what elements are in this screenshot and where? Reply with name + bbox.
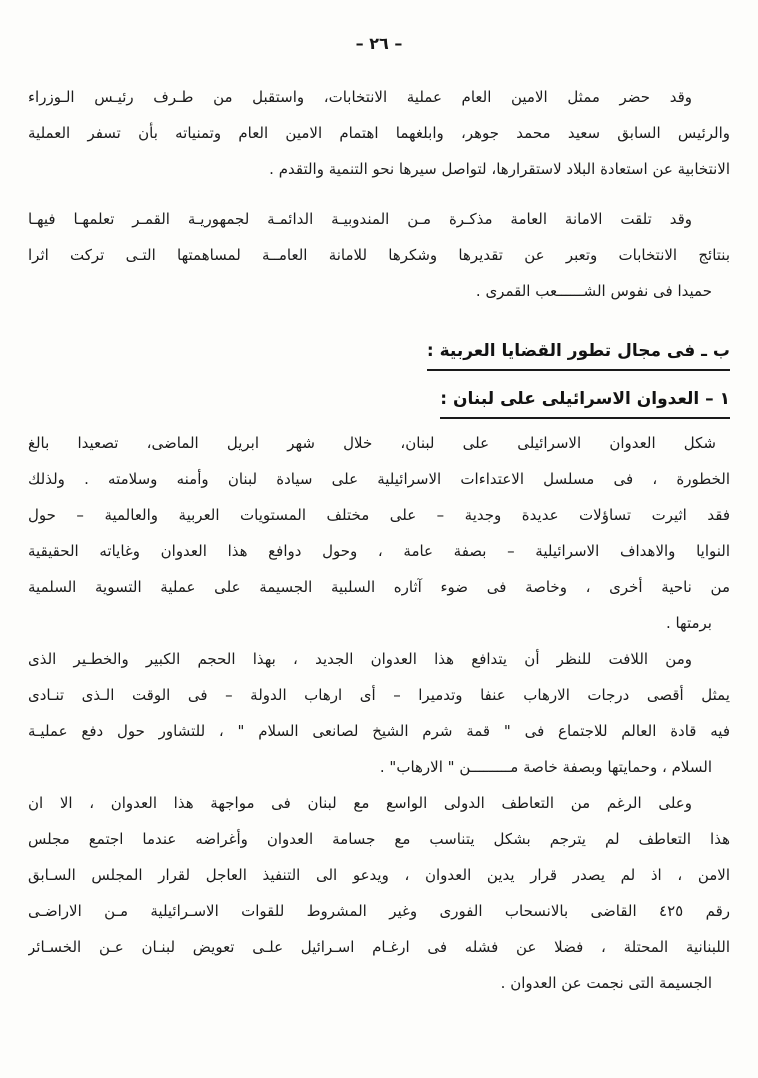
text-line: الخطورة ، فى مسلسل الاعتداءات الاسرائيلية على سيادة لبنان وأمنه وسلامته . ولذلك xyxy=(28,470,730,488)
text-line: ومن اللافت للنظر أن يتدافع هذا العدوان الجديد ، بهذا الحجم الكبير والخطـير الذى xyxy=(28,650,692,668)
text-line: شكل العدوان الاسرائيلى على لبنان، خلال شهر ابريل الماضى، تصعيدا بالغ xyxy=(28,434,716,452)
text-line: اللبنانية المحتلة ، فضلا عن فشله فى ارغـام اسـرائيل علـى تعويض لبنـان عـن الخسـائر xyxy=(28,938,730,956)
section-heading: ب ـ فى مجال تطور القضايا العربية : xyxy=(427,339,730,371)
text-line: الامن ، اذ لم يصدر قرار يدين العدوان ، ويدعو الى التنفيذ العاجل لقرار المجلس السـابق xyxy=(28,866,730,884)
text-line: والرئيس السابق سعيد محمد جوهر، وابلغهما اهتمام الامين العام وتمنياته بأن تسفر العملية xyxy=(28,124,730,142)
text-line: حميدا فى نفوس الشــــــعب القمرى . xyxy=(475,282,712,300)
text-line: فيه قادة العالم للاجتماع فى " قمة شرم الشيخ لصانعى السلام " ، للتشاور حول دفع عمليـة xyxy=(28,722,730,740)
sub-heading-item-1: ١ – العدوان الاسرائيلى على لبنان : xyxy=(440,387,730,419)
text-line: وقد تلقت الامانة العامة مذكـرة مـن المندوبيـة الدائمـة لجمهوريـة القمـر تعلمهـا فيهـا xyxy=(28,210,692,228)
text-line: هذا التعاطف لم يترجم بشكل يتناسب مع جسامة العدوان وأغراضه عندما اجتمع مجلس xyxy=(28,830,730,848)
text-line: بنتائج الانتخابات وتعبر عن تقديرها وشكرها للامانة العامــة لمساهمتها التـى تركت اثرا xyxy=(28,246,730,264)
page-number: – ٢٦ – xyxy=(355,34,403,53)
text-line: برمتها . xyxy=(665,614,712,632)
section-heading-wrap xyxy=(28,339,730,371)
text-line: فقد اثيرت تساؤلات عديدة وجدية – على مختلف المستويات العربية والعالمية – حول xyxy=(28,506,730,524)
sub-heading-wrap xyxy=(28,387,730,419)
paragraph-elections xyxy=(28,79,730,187)
text-line: يمثل أقصى درجات الارهاب عنفا وتدميرا – أى ارهاب الدولة – فى الوقت الـذى تنـادى xyxy=(28,686,730,704)
paragraph-aggression-intro xyxy=(28,425,730,641)
page-content xyxy=(0,79,758,1001)
text-line: الانتخابية عن استعادة البلاد لاستقرارها، لتواصل سيرها نحو التنمية والتقدم . xyxy=(269,160,730,178)
text-line: وقد حضر ممثل الامين العام عملية الانتخابات، واستقبل من طـرف رئيـس الـوزراء xyxy=(28,88,692,106)
paragraph-terrorism xyxy=(28,641,730,785)
paragraph-security-council xyxy=(28,785,730,1001)
text-line: وعلى الرغم من التعاطف الدولى الواسع مع لبنان فى مواجهة هذا العدوان ، الا ان xyxy=(28,794,692,812)
text-line: رقم ٤٢٥ القاضى بالانسحاب الفورى وغير المشروط للقوات الاسـرائيلية مـن الاراضـى xyxy=(28,902,730,920)
text-line: من ناحية أخرى ، وخاصة فى ضوء آثاره السلبية الجسيمة على عملية التسوية السلمية xyxy=(28,578,730,596)
text-line: الجسيمة التى نجمت عن العدوان . xyxy=(500,974,712,992)
text-line: النوايا والاهداف الاسرائيلية – بصفة عامة ، وحول دوافع هذا العدوان وغاياته الحقيقية xyxy=(28,542,730,560)
paragraph-memorandum xyxy=(28,201,730,309)
text-line: السلام ، وحمايتها وبصفة خاصة مـــــــــن " الارهاب" . xyxy=(379,758,712,776)
